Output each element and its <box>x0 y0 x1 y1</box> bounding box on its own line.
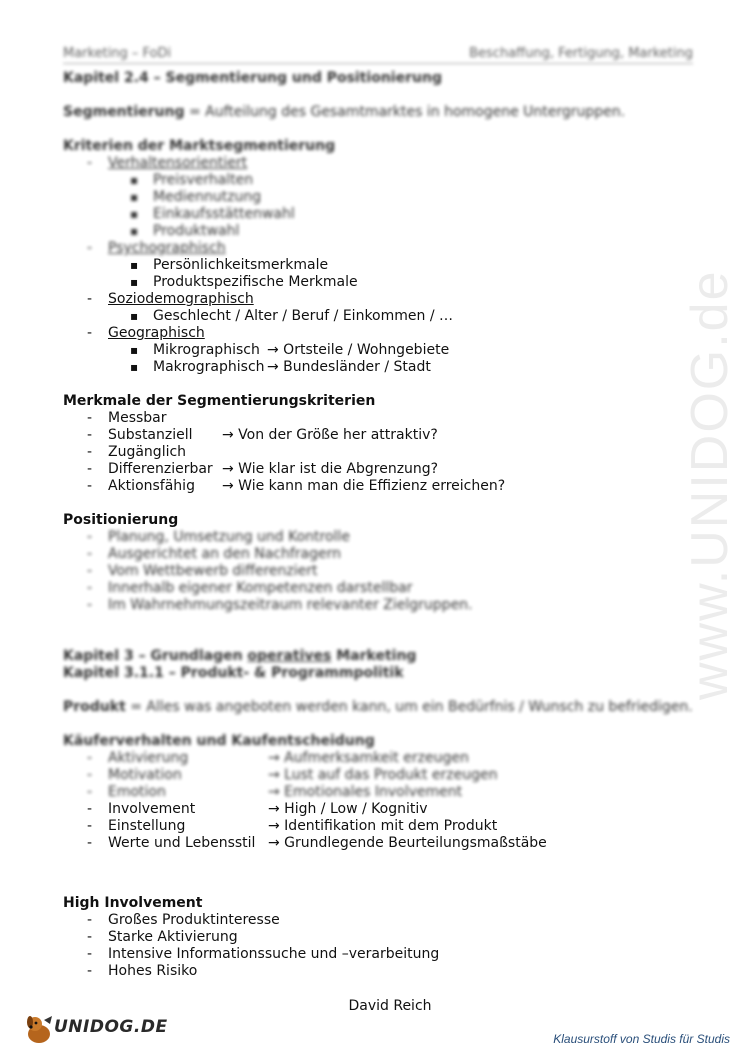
merkmale-list <box>63 410 703 495</box>
list-item: - Ausgerichtet an den Nachfragern <box>63 546 703 563</box>
segmentierung-definition <box>63 104 703 121</box>
list-subitem: ▪ Persönlichkeitsmerkmale <box>63 257 703 274</box>
criteria-heading: Kriterien der Marktsegmentierung <box>63 138 336 154</box>
list-item: - Intensive Informationssuche und –verarbeitung <box>63 946 703 963</box>
watermark: www.UNIDOG.de <box>681 269 739 700</box>
produkt-definition: Produkt = Alles was angeboten werden kann, um ein Bedürfnis / Wunsch zu befriedigen. <box>63 699 693 715</box>
list-subitem: ▪ Geschlecht / Alter / Beruf / Einkommen / … <box>63 308 703 325</box>
header-right: Beschaffung, Fertigung, Marketing <box>469 46 693 61</box>
list-item: - Hohes Risiko <box>63 963 703 980</box>
list-item: - Zugänglich <box>63 444 703 461</box>
list-item: - Werte und Lebensstil → Grundlegende Beurteilungsmaßstäbe <box>63 835 703 852</box>
list-subitem: ▪ Makrographisch → Bundesländer / Stadt <box>63 359 703 376</box>
list-item: - Aktivierung → Aufmerksamkeit erzeugen <box>63 750 703 767</box>
high-involvement-list <box>63 912 703 980</box>
list-item: - Psychographisch <box>63 240 703 257</box>
author-name: David Reich <box>348 998 432 1014</box>
kauf-heading: Käuferverhalten und Kaufentscheidung <box>63 733 375 749</box>
list-item: - Involvement → High / Low / Kognitiv <box>63 801 703 818</box>
kauf-list <box>63 750 703 852</box>
list-item: - Messbar <box>63 410 703 427</box>
positionierung-heading: Positionierung <box>63 512 179 528</box>
criteria-list <box>63 155 703 376</box>
chapter-3-subtitle: Kapitel 3.1.1 – Produkt- & Programmpolitik <box>63 665 404 681</box>
list-subitem: ▪ Mikrographisch → Ortsteile / Wohngebiete <box>63 342 703 359</box>
document-body <box>63 70 703 980</box>
header-left: Marketing – FoDi <box>63 46 172 61</box>
list-subitem: ▪ Produktwahl <box>63 223 703 240</box>
header-divider <box>63 63 693 64</box>
chapter-title: Kapitel 2.4 – Segmentierung und Positionierung <box>63 70 442 86</box>
list-subitem: ▪ Produktspezifische Merkmale <box>63 274 703 291</box>
slogan: Klausurstoff von Studis für Studis <box>553 1032 730 1046</box>
list-subitem: ▪ Preisverhalten <box>63 172 703 189</box>
high-involvement-heading: High Involvement <box>63 895 203 911</box>
list-item: - Verhaltensorientiert <box>63 155 703 172</box>
list-item: - Starke Aktivierung <box>63 929 703 946</box>
list-item: - Differenzierbar → Wie klar ist die Abgrenzung? <box>63 461 703 478</box>
positionierung-list <box>63 529 703 614</box>
list-item: - Motivation → Lust auf das Produkt erzeugen <box>63 767 703 784</box>
segmentierung-term: Segmentierung <box>63 104 185 120</box>
list-item: - Vom Wettbewerb differenziert <box>63 563 703 580</box>
segmentierung-def: = Aufteilung des Gesamtmarktes in homogene Untergruppen. <box>184 104 626 120</box>
list-subitem: ▪ Mediennutzung <box>63 189 703 206</box>
page-header <box>63 45 693 63</box>
list-item: - Planung, Umsetzung und Kontrolle <box>63 529 703 546</box>
unidog-logo <box>22 1012 168 1046</box>
merkmale-heading: Merkmale der Segmentierungskriterien <box>63 393 376 409</box>
logo-text: UNIDOG.DE <box>54 1017 168 1037</box>
list-item: - Substanziell → Von der Größe her attraktiv? <box>63 427 703 444</box>
list-subitem: ▪ Einkaufsstättenwahl <box>63 206 703 223</box>
list-item: - Aktionsfähig → Wie kann man die Effizienz erreichen? <box>63 478 703 495</box>
list-item: - Einstellung → Identifikation mit dem Produkt <box>63 818 703 835</box>
list-item: - Im Wahrnehmungszeitraum relevanter Zielgruppen. <box>63 597 703 614</box>
list-item: - Emotion → Emotionales Involvement <box>63 784 703 801</box>
list-item: - Innerhalb eigener Kompetenzen darstellbar <box>63 580 703 597</box>
list-item: - Großes Produktinteresse <box>63 912 703 929</box>
dog-icon <box>22 1012 56 1046</box>
list-item: - Geographisch <box>63 325 703 342</box>
list-item: - Soziodemographisch <box>63 291 703 308</box>
chapter-3-title: Kapitel 3 – Grundlagen operatives Marketing <box>63 648 417 664</box>
